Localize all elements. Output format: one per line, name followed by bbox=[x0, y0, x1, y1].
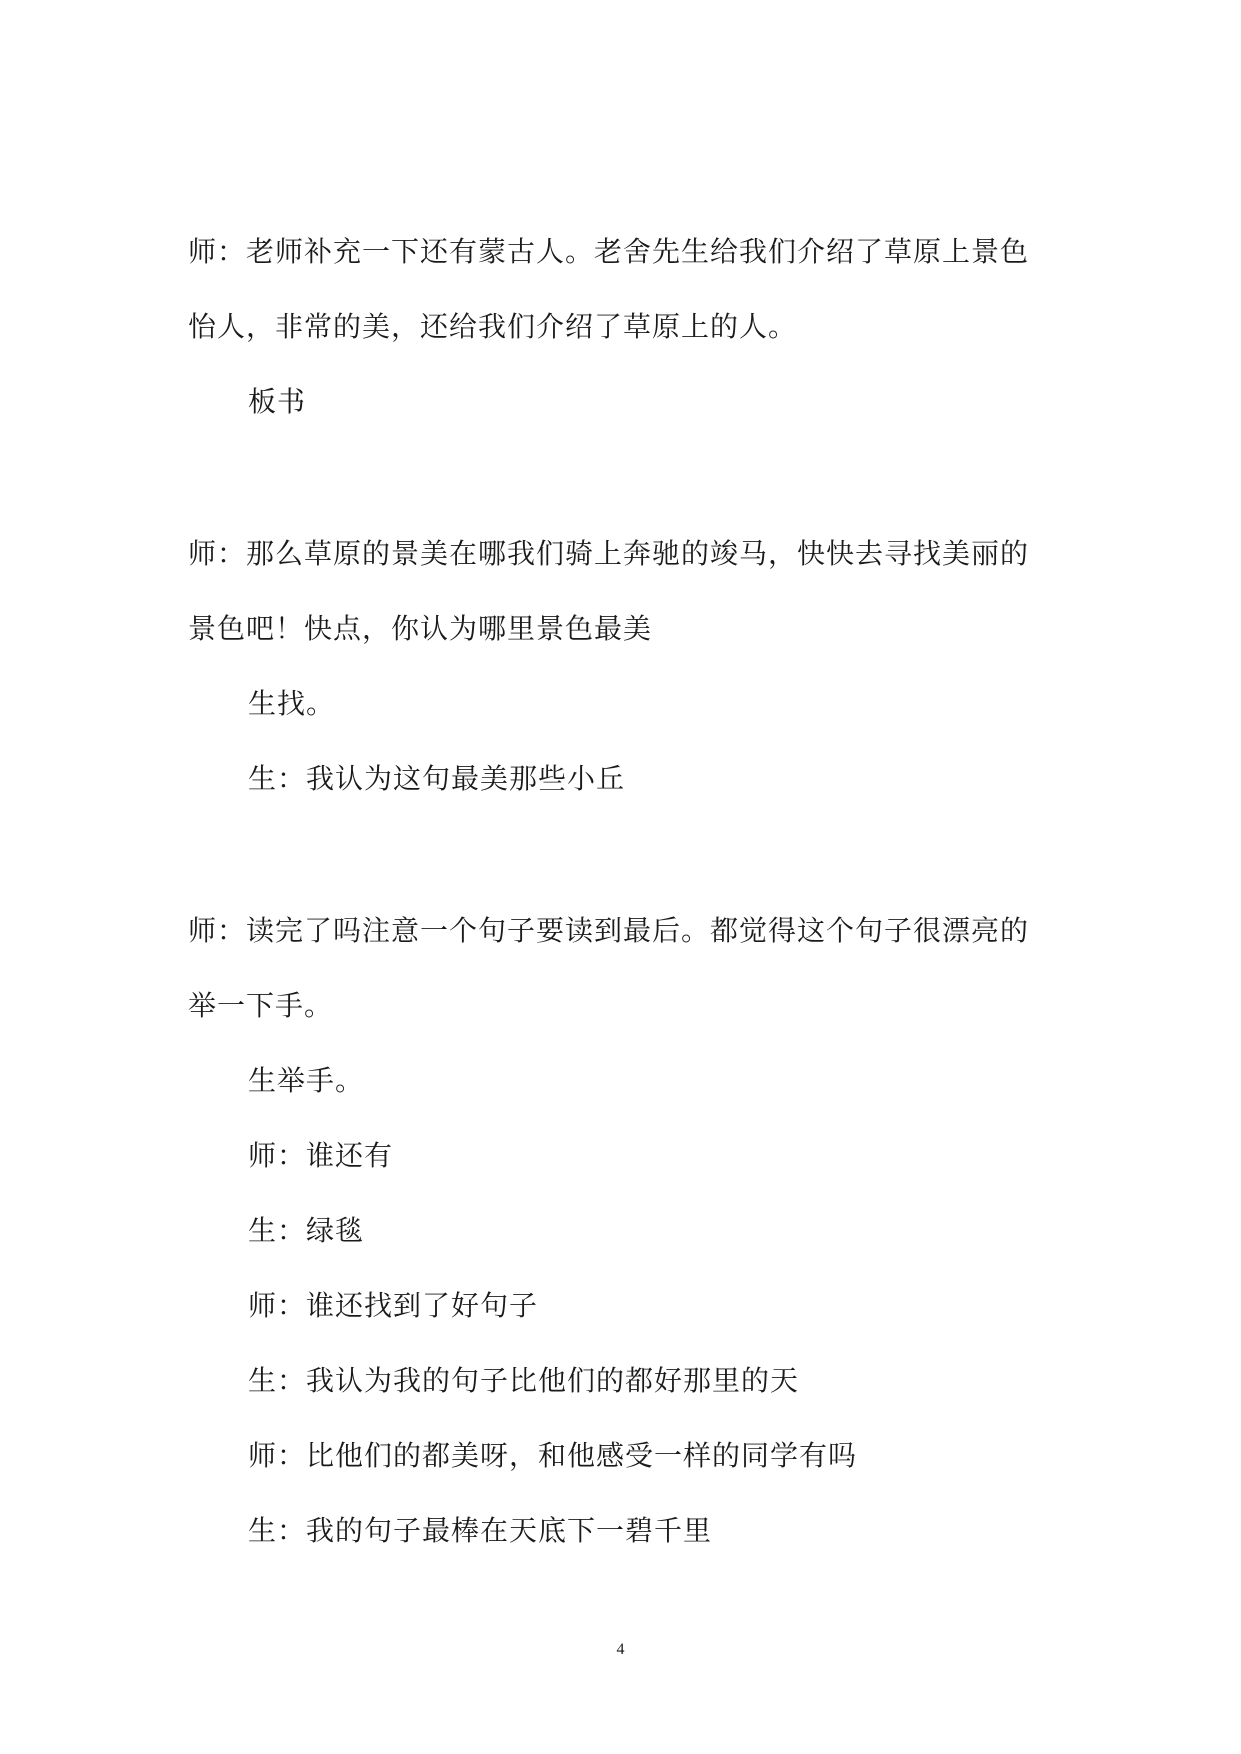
page-number: 4 bbox=[616, 1641, 625, 1658]
paragraph-line: 师：那么草原的景美在哪我们骑上奔驰的竣马，快快去寻找美丽的 bbox=[188, 537, 1030, 570]
paragraph-line: 生：我的句子最棒在天底下一碧千里 bbox=[248, 1514, 713, 1547]
paragraph-line: 生举手。 bbox=[248, 1064, 365, 1097]
paragraph-line: 生：我认为这句最美那些小丘 bbox=[248, 762, 626, 795]
paragraph-line: 生：我认为我的句子比他们的都好那里的天 bbox=[248, 1364, 800, 1397]
paragraph-line: 举一下手。 bbox=[188, 989, 334, 1022]
paragraph-line: 景色吧！快点，你认为哪里景色最美 bbox=[188, 612, 653, 645]
paragraph-line: 生：绿毯 bbox=[248, 1214, 365, 1247]
paragraph-line: 师：老师补充一下还有蒙古人。老舍先生给我们介绍了草原上景色 bbox=[188, 235, 1030, 268]
paragraph-line: 师：谁还有 bbox=[248, 1139, 394, 1172]
paragraph-line: 怡人，非常的美，还给我们介绍了草原上的人。 bbox=[188, 310, 798, 343]
paragraph-line: 生找。 bbox=[248, 687, 336, 720]
paragraph-line: 师：谁还找到了好句子 bbox=[248, 1289, 539, 1322]
paragraph-line: 师：读完了吗注意一个句子要读到最后。都觉得这个句子很漂亮的 bbox=[188, 914, 1030, 947]
paragraph-line: 板书 bbox=[248, 385, 307, 418]
paragraph-line: 师：比他们的都美呀，和他感受一样的同学有吗 bbox=[248, 1439, 858, 1472]
